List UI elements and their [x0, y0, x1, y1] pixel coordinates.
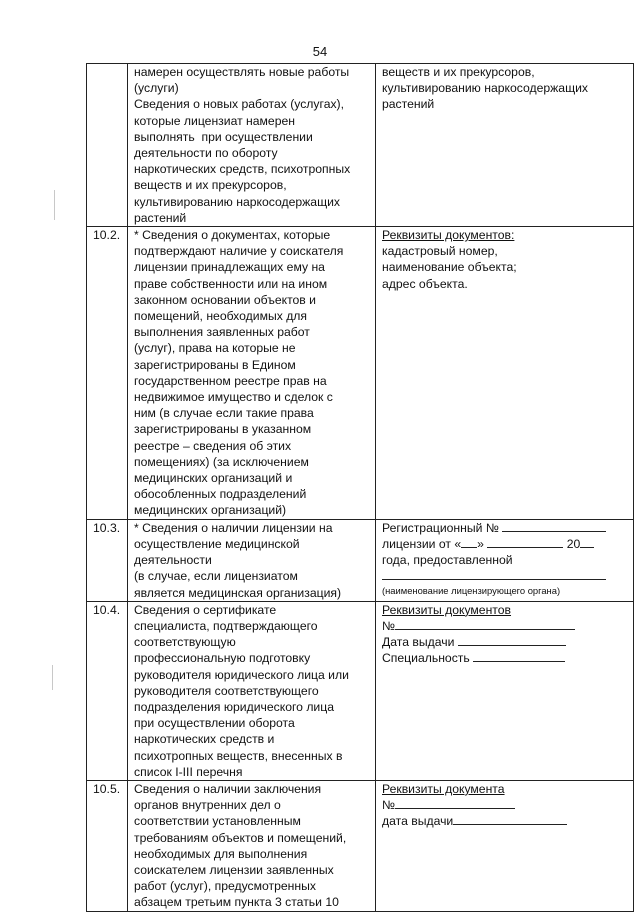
row-description: [128, 601, 376, 780]
provided-label: года, предоставленной: [382, 553, 513, 568]
text-line: медицинских организаций и: [134, 471, 293, 486]
table-row: [87, 780, 634, 911]
license-from-label: лицензии от «: [382, 536, 462, 551]
text-line: требованиям объектов и помещений,: [134, 830, 347, 845]
text-line: веществ и их прекурсоров,: [382, 65, 535, 79]
registration-label: Регистрационный №: [382, 520, 499, 535]
form-table: [86, 63, 634, 912]
authority-caption: (наименование лицензирующего органа): [382, 584, 561, 596]
certificate-issue-date-field[interactable]: [458, 634, 566, 646]
text-line: соответствии установленным: [134, 814, 301, 829]
text-line: лицензии принадлежащих ему на: [134, 260, 325, 275]
text-line: специалиста, подтверждающего: [134, 618, 318, 633]
details-heading: Реквизиты документа: [382, 781, 505, 796]
page-number: 54: [312, 44, 328, 59]
text-line: реестре – сведения об этих: [134, 438, 292, 453]
text-line: ним (в случае если такие права: [134, 406, 314, 421]
number-line: [382, 797, 629, 813]
issue-date-label: дата выдачи: [382, 814, 454, 829]
text-line: соответствующую: [134, 635, 236, 650]
text-line: которые лицензиат намерен: [134, 113, 296, 128]
text-line: является медицинская организация): [134, 585, 342, 600]
details-heading: Реквизиты документов:: [382, 228, 515, 243]
text-line: обособленных подразделений: [134, 487, 307, 502]
text-line: помещений, необходимых для: [134, 309, 308, 324]
text-line: список I-III перечня: [134, 764, 243, 779]
authority-name-field[interactable]: [382, 573, 606, 580]
text-line: наркотических средств и: [134, 732, 275, 747]
text-line: праве собственности или на ином: [134, 276, 328, 291]
text-line: руководителя юридического лица или: [134, 667, 349, 682]
text-line: психотропных веществ, внесенных в: [134, 748, 343, 763]
issue-date-line: [382, 813, 629, 829]
row-description: [128, 780, 376, 911]
quote-close: »: [477, 536, 484, 551]
conclusion-issue-date-field[interactable]: [453, 813, 567, 825]
text-line: растений: [134, 210, 187, 225]
text-line: Сведения о сертификате: [134, 602, 277, 617]
text-line: * Сведения о наличии лицензии на: [134, 520, 333, 535]
row-description: [128, 519, 376, 601]
license-year-field[interactable]: [580, 536, 594, 548]
text-line: деятельности по обороту: [134, 146, 278, 161]
text-line: намерен осуществлять новые работы: [134, 65, 350, 79]
row-description: [128, 64, 376, 227]
text-line: необходимых для выполнения: [134, 846, 308, 861]
margin-scan-mark: [52, 665, 53, 690]
text-line: * Сведения о документах, которые: [134, 228, 331, 243]
text-line: подразделения юридического лица: [134, 699, 334, 714]
specialty-field[interactable]: [473, 650, 565, 662]
certificate-number-field[interactable]: [395, 618, 575, 630]
text-line: подтверждают наличие у соискателя: [134, 244, 344, 259]
text-line: культивированию наркосодержащих: [382, 81, 589, 96]
text-line: органов внутренних дел о: [134, 798, 281, 813]
license-date-line: [382, 536, 629, 552]
text-line: государственном реестре прав на: [134, 373, 327, 388]
number-label: №: [382, 618, 396, 633]
text-line: руководителя соответствующего: [134, 683, 319, 698]
text-line: профессиональную подготовку: [134, 651, 311, 666]
text-line: растений: [382, 97, 435, 112]
text-line: адрес объекта.: [382, 276, 468, 291]
row-details: [376, 64, 634, 227]
text-line: деятельности: [134, 553, 212, 568]
text-line: медицинских организаций): [134, 503, 287, 518]
text-line: Сведения о наличии заключения: [134, 781, 322, 796]
text-line: зарегистрированы в указанном: [134, 422, 312, 437]
text-line: выполнения заявленных работ: [134, 325, 310, 340]
text-line: работ (услуг), предусмотренных: [134, 879, 316, 894]
registration-line: [382, 520, 629, 536]
row-details: [376, 601, 634, 780]
number-label: №: [382, 798, 396, 813]
number-line: [382, 618, 629, 634]
table-row: [87, 601, 634, 780]
table-row: [87, 519, 634, 601]
text-line: осуществление медицинской: [134, 536, 300, 551]
text-line: зарегистрированы в Едином: [134, 357, 296, 372]
year-prefix: 20: [566, 536, 581, 551]
row-details: [376, 519, 634, 601]
specialty-label: Специальность: [382, 651, 470, 666]
issue-date-label: Дата выдачи: [382, 635, 455, 650]
text-line: (в случае, если лицензиатом: [134, 569, 298, 584]
issue-date-line: [382, 634, 629, 650]
table-row: [87, 227, 634, 520]
text-line: культивированию наркосодержащих: [134, 194, 341, 209]
row-number: 10.2.: [87, 227, 128, 520]
row-number: 10.5.: [87, 780, 128, 911]
row-details: [376, 227, 634, 520]
conclusion-number-field[interactable]: [395, 797, 515, 809]
text-line: веществ и их прекурсоров,: [134, 178, 287, 193]
margin-scan-mark: [54, 190, 55, 220]
registration-number-field[interactable]: [502, 520, 606, 532]
specialty-line: [382, 650, 629, 666]
text-line: недвижимое имущество и сделок с: [134, 390, 333, 405]
text-line: абзацем третьим пункта 3 статьи 10: [134, 895, 339, 910]
text-line: выполнять при осуществлении: [134, 129, 313, 144]
text-line: (услуги): [134, 81, 179, 96]
table-row: [87, 64, 634, 227]
text-line: помещениях) (за исключением: [134, 454, 309, 469]
authority-field-line: [382, 568, 629, 584]
text-line: законном основании объектов и: [134, 292, 316, 307]
license-day-field[interactable]: [461, 536, 477, 548]
text-line: (услуг), права на которые не: [134, 341, 296, 356]
row-number: [87, 64, 128, 227]
row-details: [376, 780, 634, 911]
text-line: соискателем лицензии заявленных: [134, 862, 334, 877]
text-line: Сведения о новых работах (услугах),: [134, 97, 345, 112]
row-number: 10.4.: [87, 601, 128, 780]
text-line: наркотических средств, психотропных: [134, 162, 351, 177]
row-description: [128, 227, 376, 520]
details-heading: Реквизиты документов: [382, 602, 512, 617]
text-line: наименование объекта;: [382, 260, 517, 275]
license-month-field[interactable]: [487, 536, 563, 548]
text-line: при осуществлении оборота: [134, 716, 295, 731]
row-number: 10.3.: [87, 519, 128, 601]
text-line: кадастровый номер,: [382, 244, 498, 259]
